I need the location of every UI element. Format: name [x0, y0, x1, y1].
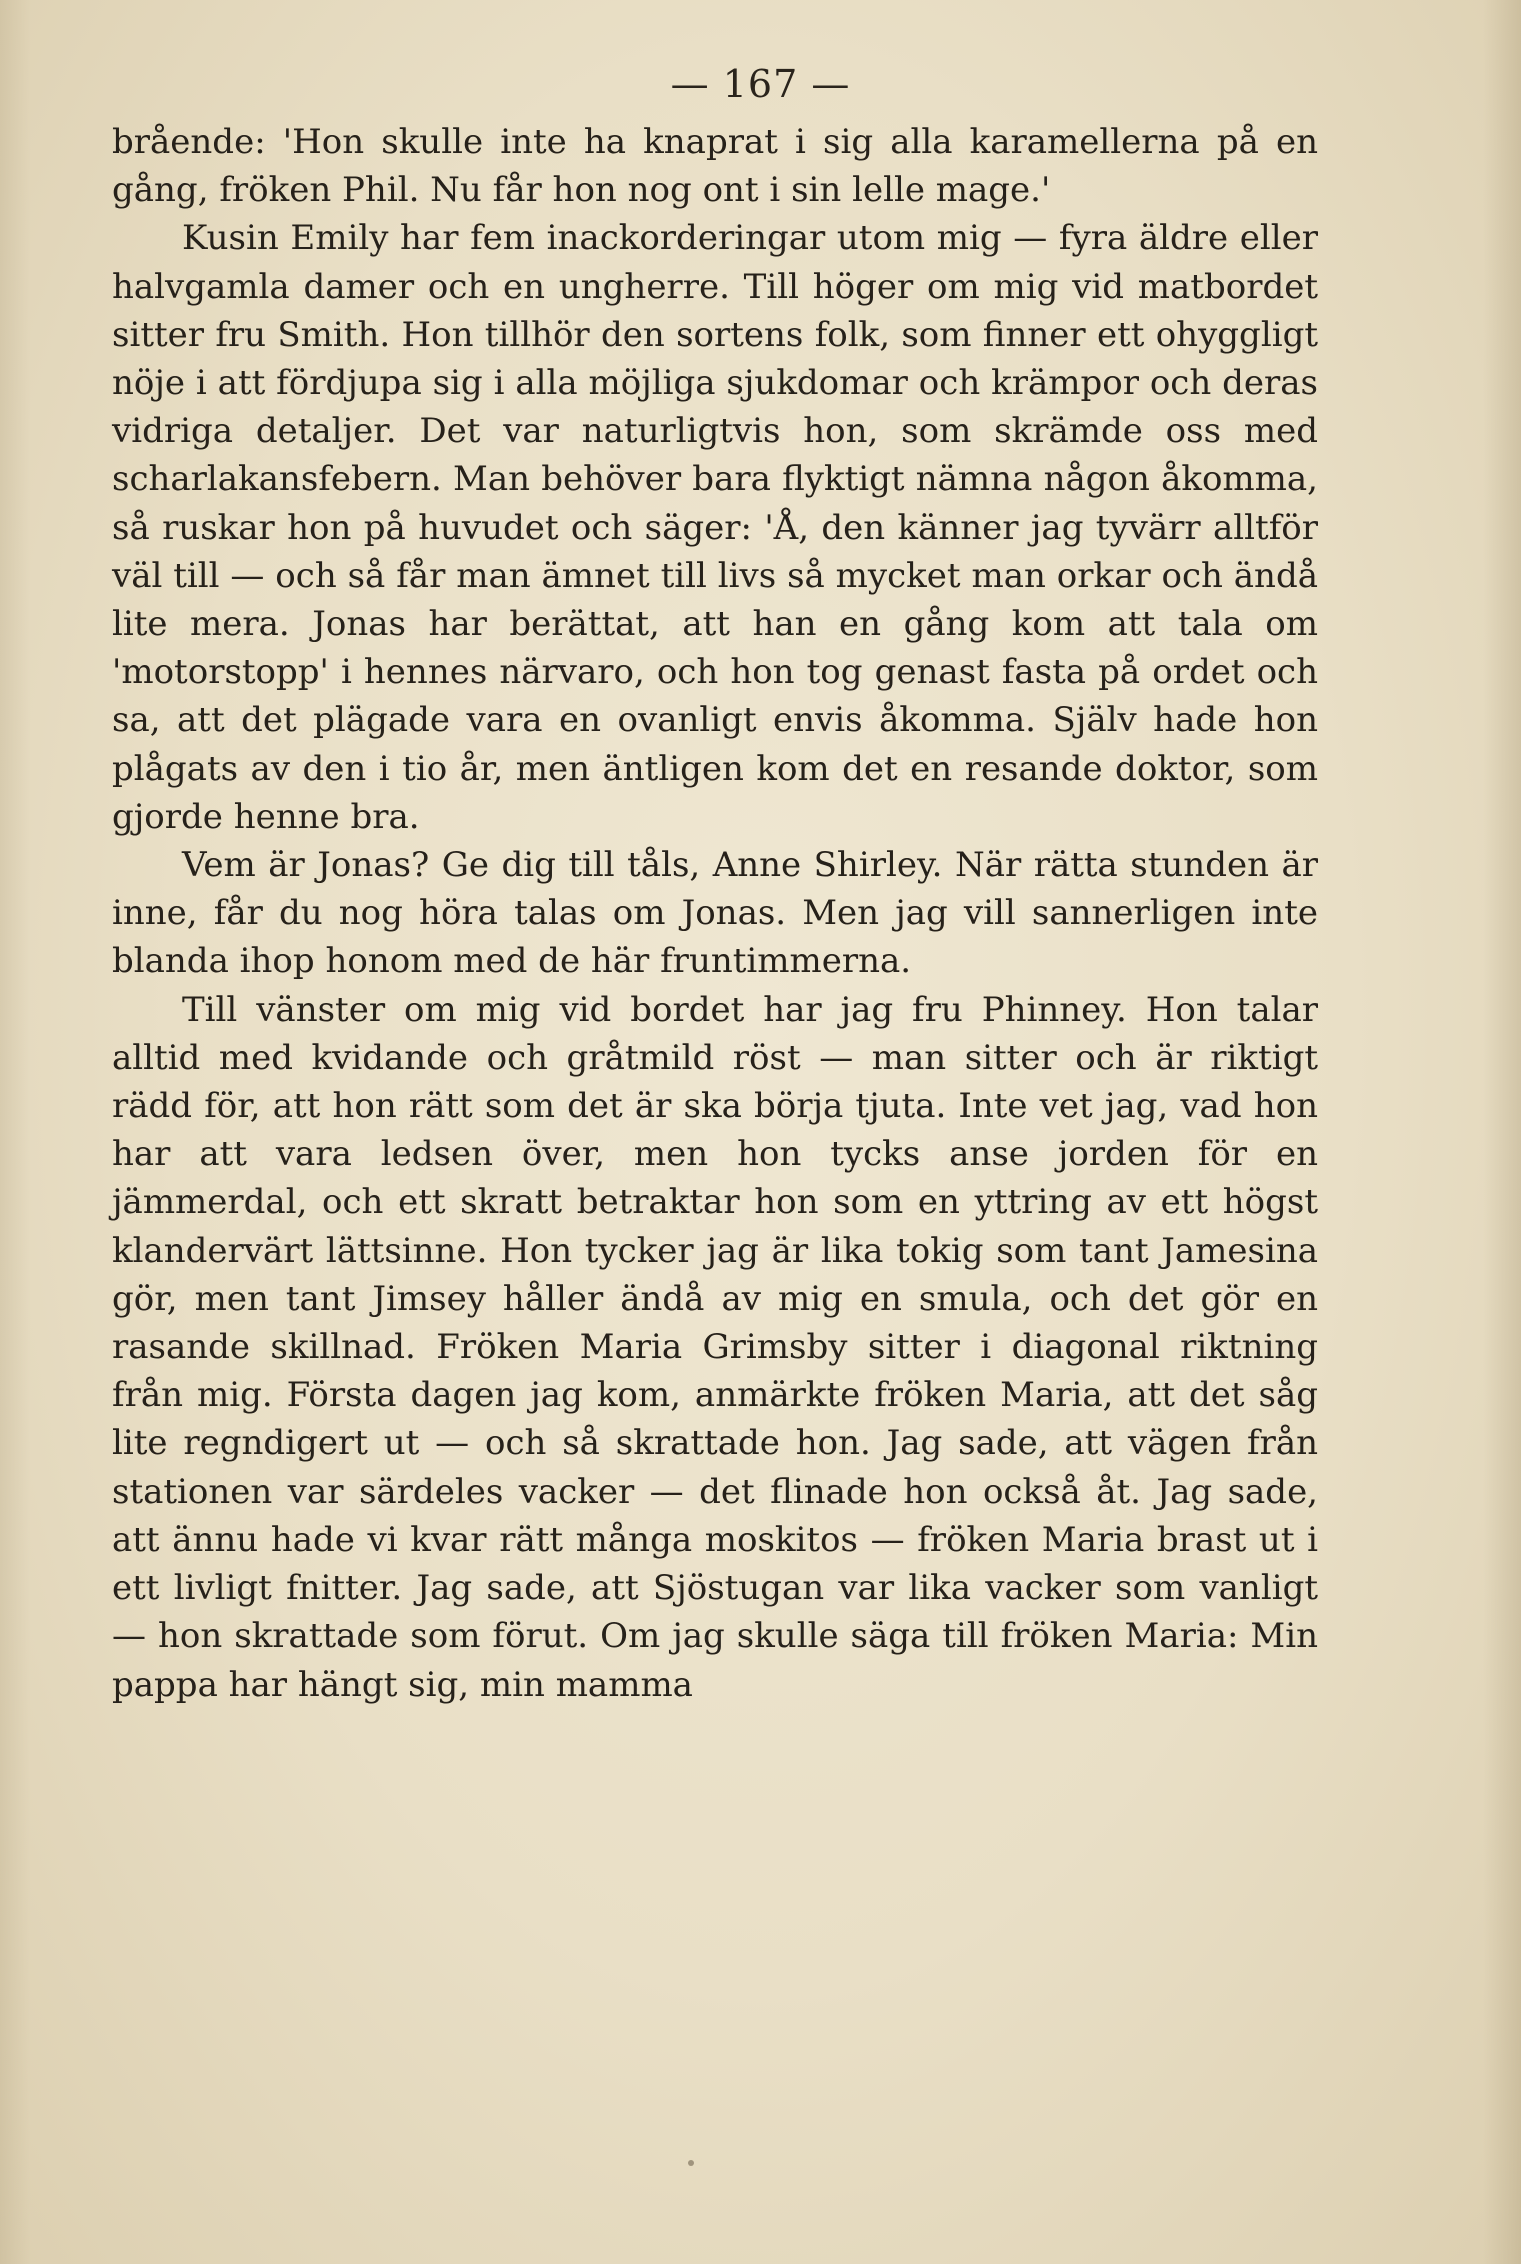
paragraph-2: Kusin Emily har fem inackorderingar utom mig — fyra äldre eller halvgamla damer och en ungherre. Till höger om mig vid matbordet sitter fru Smith. Hon tillhör den sortens folk, som finner ett ohyggligt nöje i att fördjupa sig i alla möjliga sjukdomar och krämpor och deras vidriga detaljer. Det var naturligtvis hon, som skrämde oss med scharlakansfebern. Man behöver bara flyktigt nämna någon åkomma, så ruskar hon på huvudet och säger: 'Å, den känner jag tyvärr alltför väl till — och så får man ämnet till livs så mycket man orkar och ändå lite mera. Jonas har berättat, att han en gång kom att tala om 'motorstopp' i hennes närvaro, och hon tog genast fasta på ordet och sa, att det plägade vara en ovanligt envis åkomma. Själv hade hon plågats av den i tio år, men äntligen kom det en resande doktor, som gjorde henne bra. — [112, 218, 1318, 837]
paper-speck — [688, 2160, 694, 2166]
body-text — [112, 118, 1318, 1709]
paragraph-3: Vem är Jonas? Ge dig till tåls, Anne Shirley. När rätta stunden är inne, får du nog höra talas om Jonas. Men jag vill sannerligen inte blanda ihop honom med de här fruntimmerna. — [112, 845, 1318, 982]
paragraph-1: brående: 'Hon skulle inte ha knaprat i sig alla karamellerna på en gång, fröken Phil. Nu får hon nog ont i sin lelle mage.' — [112, 122, 1318, 211]
page-left-shadow — [0, 0, 30, 2264]
paragraph-4: Till vänster om mig vid bordet har jag fru Phinney. Hon talar alltid med kvidande och gråtmild röst — man sitter och är riktigt rädd för, att hon rätt som det är ska börja tjuta. Inte vet jag, vad hon har att vara ledsen över, men hon tycks anse jorden för en jämmerdal, och ett skratt betraktar hon som en yttring av ett högst klandervärt lättsinne. Hon tycker jag är lika tokig som tant Jamesina gör, men tant Jimsey håller ändå av mig en smula, och det gör en rasande skillnad. Fröken Maria Grimsby sitter i diagonal riktning från mig. Första dagen jag kom, anmärkte fröken Maria, att det såg lite regndigert ut — och så skrattade hon. Jag sade, att vägen från stationen var särdeles vacker — det flinade hon också åt. Jag sade, att ännu hade vi kvar rätt många moskitos — fröken Maria brast ut i ett livligt fnitter. Jag sade, att Sjöstugan var lika vacker som vanligt — hon skrattade som förut. Om jag skulle säga till fröken Maria: Min pappa har hängt sig, min mamma — [112, 989, 1318, 1705]
page-number: — 167 — — [670, 62, 851, 106]
page-right-shadow — [1483, 0, 1521, 2264]
